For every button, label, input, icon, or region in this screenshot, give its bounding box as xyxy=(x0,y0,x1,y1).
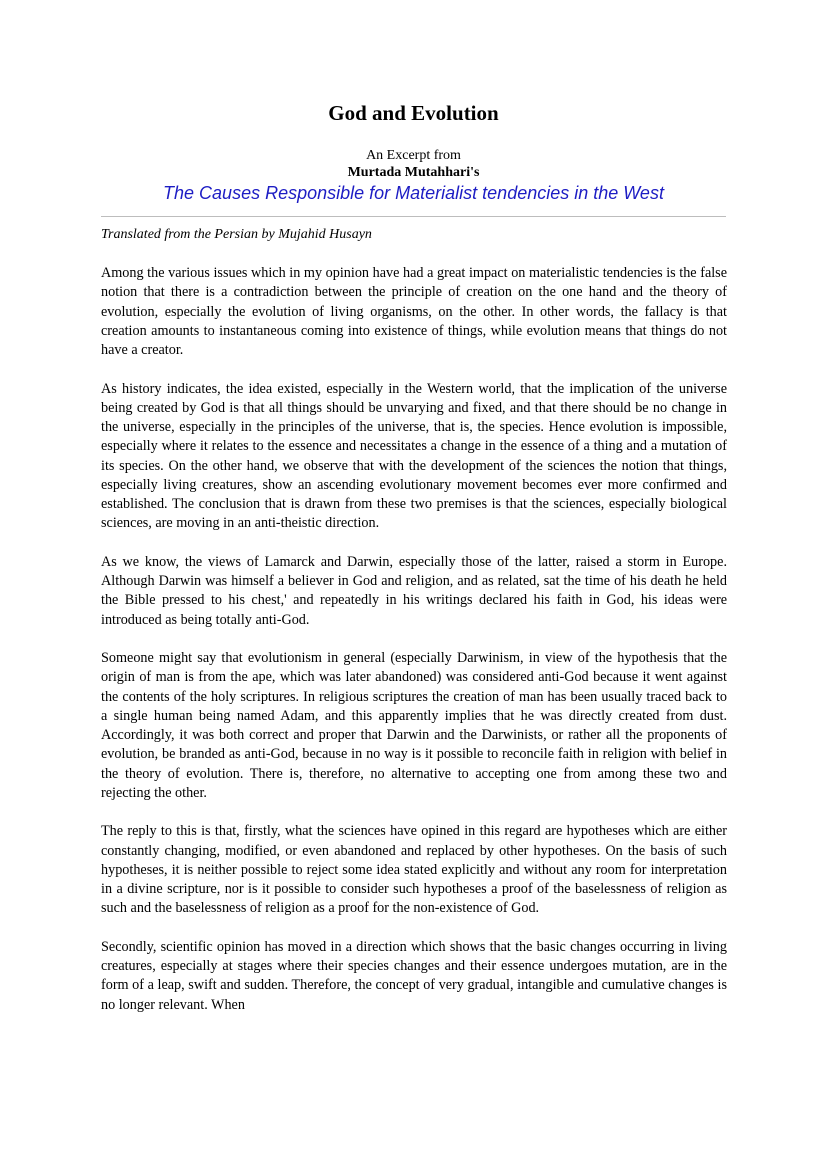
paragraph: Someone might say that evolutionism in general (especially Darwinism, in view of the hypothesis that the origin of man is from the ape, which was later abandoned) was considered anti-God because it went against the contents of the holy scriptures. In religious scriptures the creation of man has been usually traced back to a single human being named Adam, and this apparently implies that he was directly created from dust. Accordingly, it was both correct and proper that Darwin and the Darwinists, or rather all the proponents of evolution, be branded as anti-God, because in no way is it possible to reconcile faith in religion with belief in the theory of evolution. There is, therefore, no alternative to accepting one from among these two and rejecting the other. xyxy=(101,650,727,801)
author-name: Murtada Mutahhari's xyxy=(347,165,480,180)
paragraph: Secondly, scientific opinion has moved in a direction which shows that the basic changes occurring in living creatures, especially at stages where their species changes and their essence undergoes mutation, are in the form of a leap, swift and sudden. Therefore, the concept of very gradual, intangible and cumulative changes is no longer relevant. When xyxy=(101,938,727,1013)
paragraph: As we know, the views of Lamarck and Darwin, especially those of the latter, raised a storm in Europe. Although Darwin was himself a believer in God and religion, and as related, sat the time of his death he held the Bible pressed to his chest,' and repeatedly in his writings declared his faith in God, his ideas were introduced as being totally anti-God. xyxy=(101,553,727,628)
paragraph: Among the various issues which in my opinion have had a great impact on materialistic tendencies is the false notion that there is a contradiction between the principle of creation on the one hand and the theory of evolution, especially the evolution of living organisms, on the other. In other words, the fallacy is that creation amounts to instantaneous coming into existence of things, while evolution means that things do not have a creator. xyxy=(101,265,727,358)
body-text xyxy=(101,264,727,1034)
document-title: God and Evolution xyxy=(328,101,499,125)
excerpt-label: An Excerpt from xyxy=(366,148,461,163)
translator-credit: Translated from the Persian by Mujahid Husayn xyxy=(101,227,372,242)
paragraph: The reply to this is that, firstly, what the sciences have opined in this regard are hypotheses which are either constantly changing, modified, or even abandoned and replaced by other hypotheses. On the basis of such hypotheses, it is neither possible to reject some idea stated explicitly and without any room for interpretation in a divine scripture, nor is it possible to consider such hypotheses a proof of the baselessness of religion as such and the baselessness of religion as a proof for the non-existence of God. xyxy=(101,823,727,917)
work-title: The Causes Responsible for Materialist tendencies in the West xyxy=(163,183,664,203)
horizontal-rule xyxy=(101,216,726,217)
paragraph: As history indicates, the idea existed, especially in the Western world, that the implication of the universe being created by God is that all things should be unvarying and fixed, and that there should be no change in the universe, especially in the principles of the universe, that is, the species. Hence evolution is impossible, especially where it relates to the essence and necessitates a change in the essence of a thing and a mutation of its species. On the other hand, we observe that with the development of the sciences the notion that things, especially living creatures, show an ascending evolutionary movement becomes ever more confirmed and established. The conclusion that is drawn from these two premises is that the sciences, especially biological sciences, are moving in an anti-theistic direction. xyxy=(101,380,727,532)
